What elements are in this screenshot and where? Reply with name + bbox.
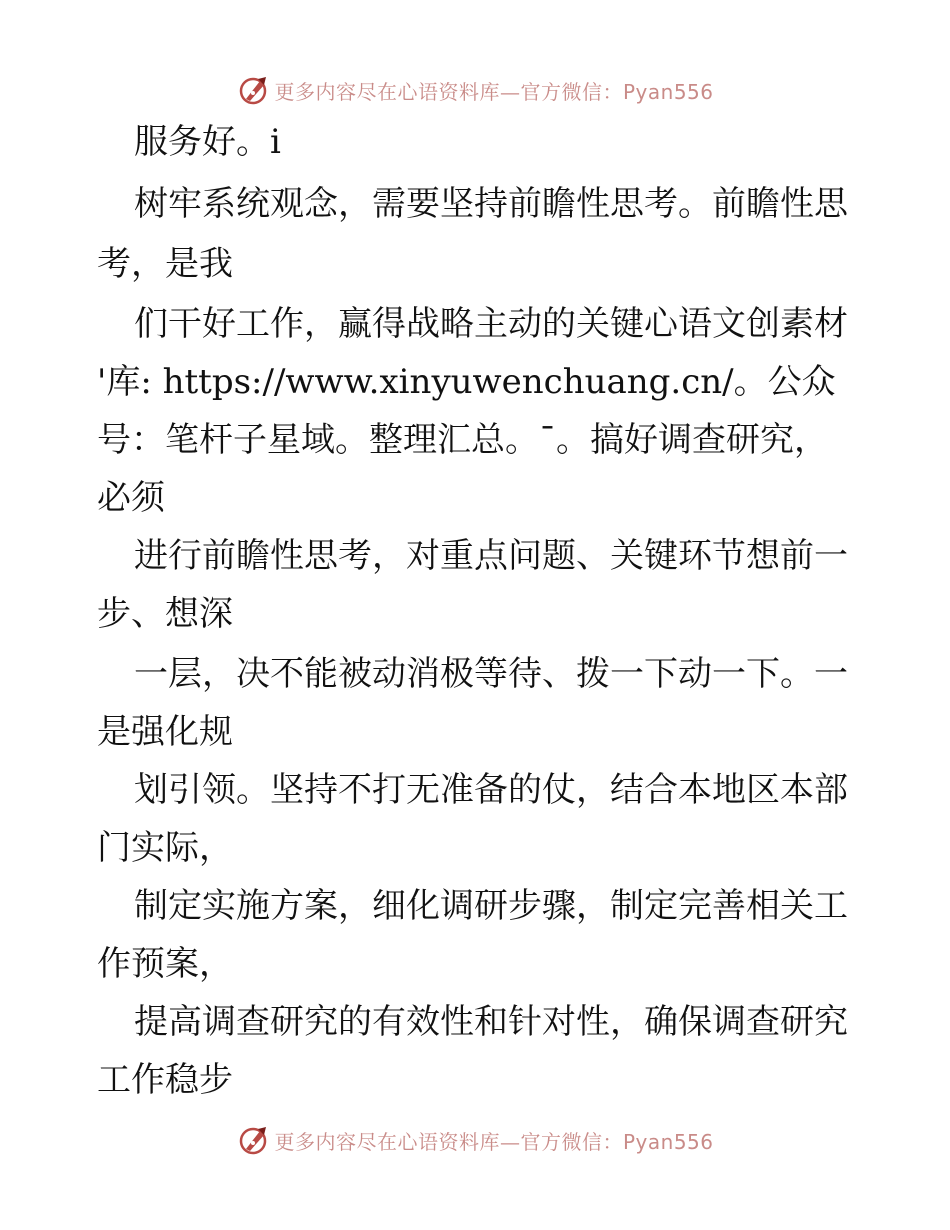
body-line: '库: https://www.xinyuwenchuang.cn/。公众 [97,362,836,402]
body-line: 考，是我 [97,244,233,284]
body-line: 作预案， [97,944,233,984]
watermark-cn: 更多内容尽在心语资料库—官方微信： [274,79,623,104]
body-line: 制定实施方案，细化调研步骤，制定完善相关工 [134,886,848,926]
body-line: 必须 [97,478,165,518]
watermark-wechat-id: Pyan556 [622,79,714,104]
body-line: 们干好工作，赢得战略主动的关键心语文创素材 [134,304,848,344]
body-line: 提高调查研究的有效性和针对性，确保调查研究 [134,1002,848,1042]
body-line: 工作稳步 [97,1060,233,1100]
header-watermark [0,70,950,110]
body-line: 进行前瞻性思考，对重点问题、关键环节想前一 [134,536,848,576]
body-line: 号：笔杆子星域。整理汇总。¯。搞好调查研究， [97,420,828,460]
body-line: 树牢系统观念，需要坚持前瞻性思考。前瞻性思 [134,184,848,224]
body-line: 步、想深 [97,594,233,634]
body-line: 门实际， [97,828,233,868]
watermark-text [274,1126,713,1155]
watermark-cn: 更多内容尽在心语资料库—官方微信： [274,1129,623,1154]
pen-nib-circle-icon [236,73,270,107]
body-line: 是强化规 [97,712,233,752]
body-line: 服务好。i [134,122,281,162]
body-line: 一层，决不能被动消极等待、拨一下动一下。一 [134,654,848,694]
footer-watermark [0,1120,950,1160]
watermark-wechat-id: Pyan556 [622,1129,714,1154]
watermark-text [274,76,713,105]
body-line: 划引领。坚持不打无准备的仗，结合本地区本部 [134,770,848,810]
pen-nib-circle-icon [236,1123,270,1157]
